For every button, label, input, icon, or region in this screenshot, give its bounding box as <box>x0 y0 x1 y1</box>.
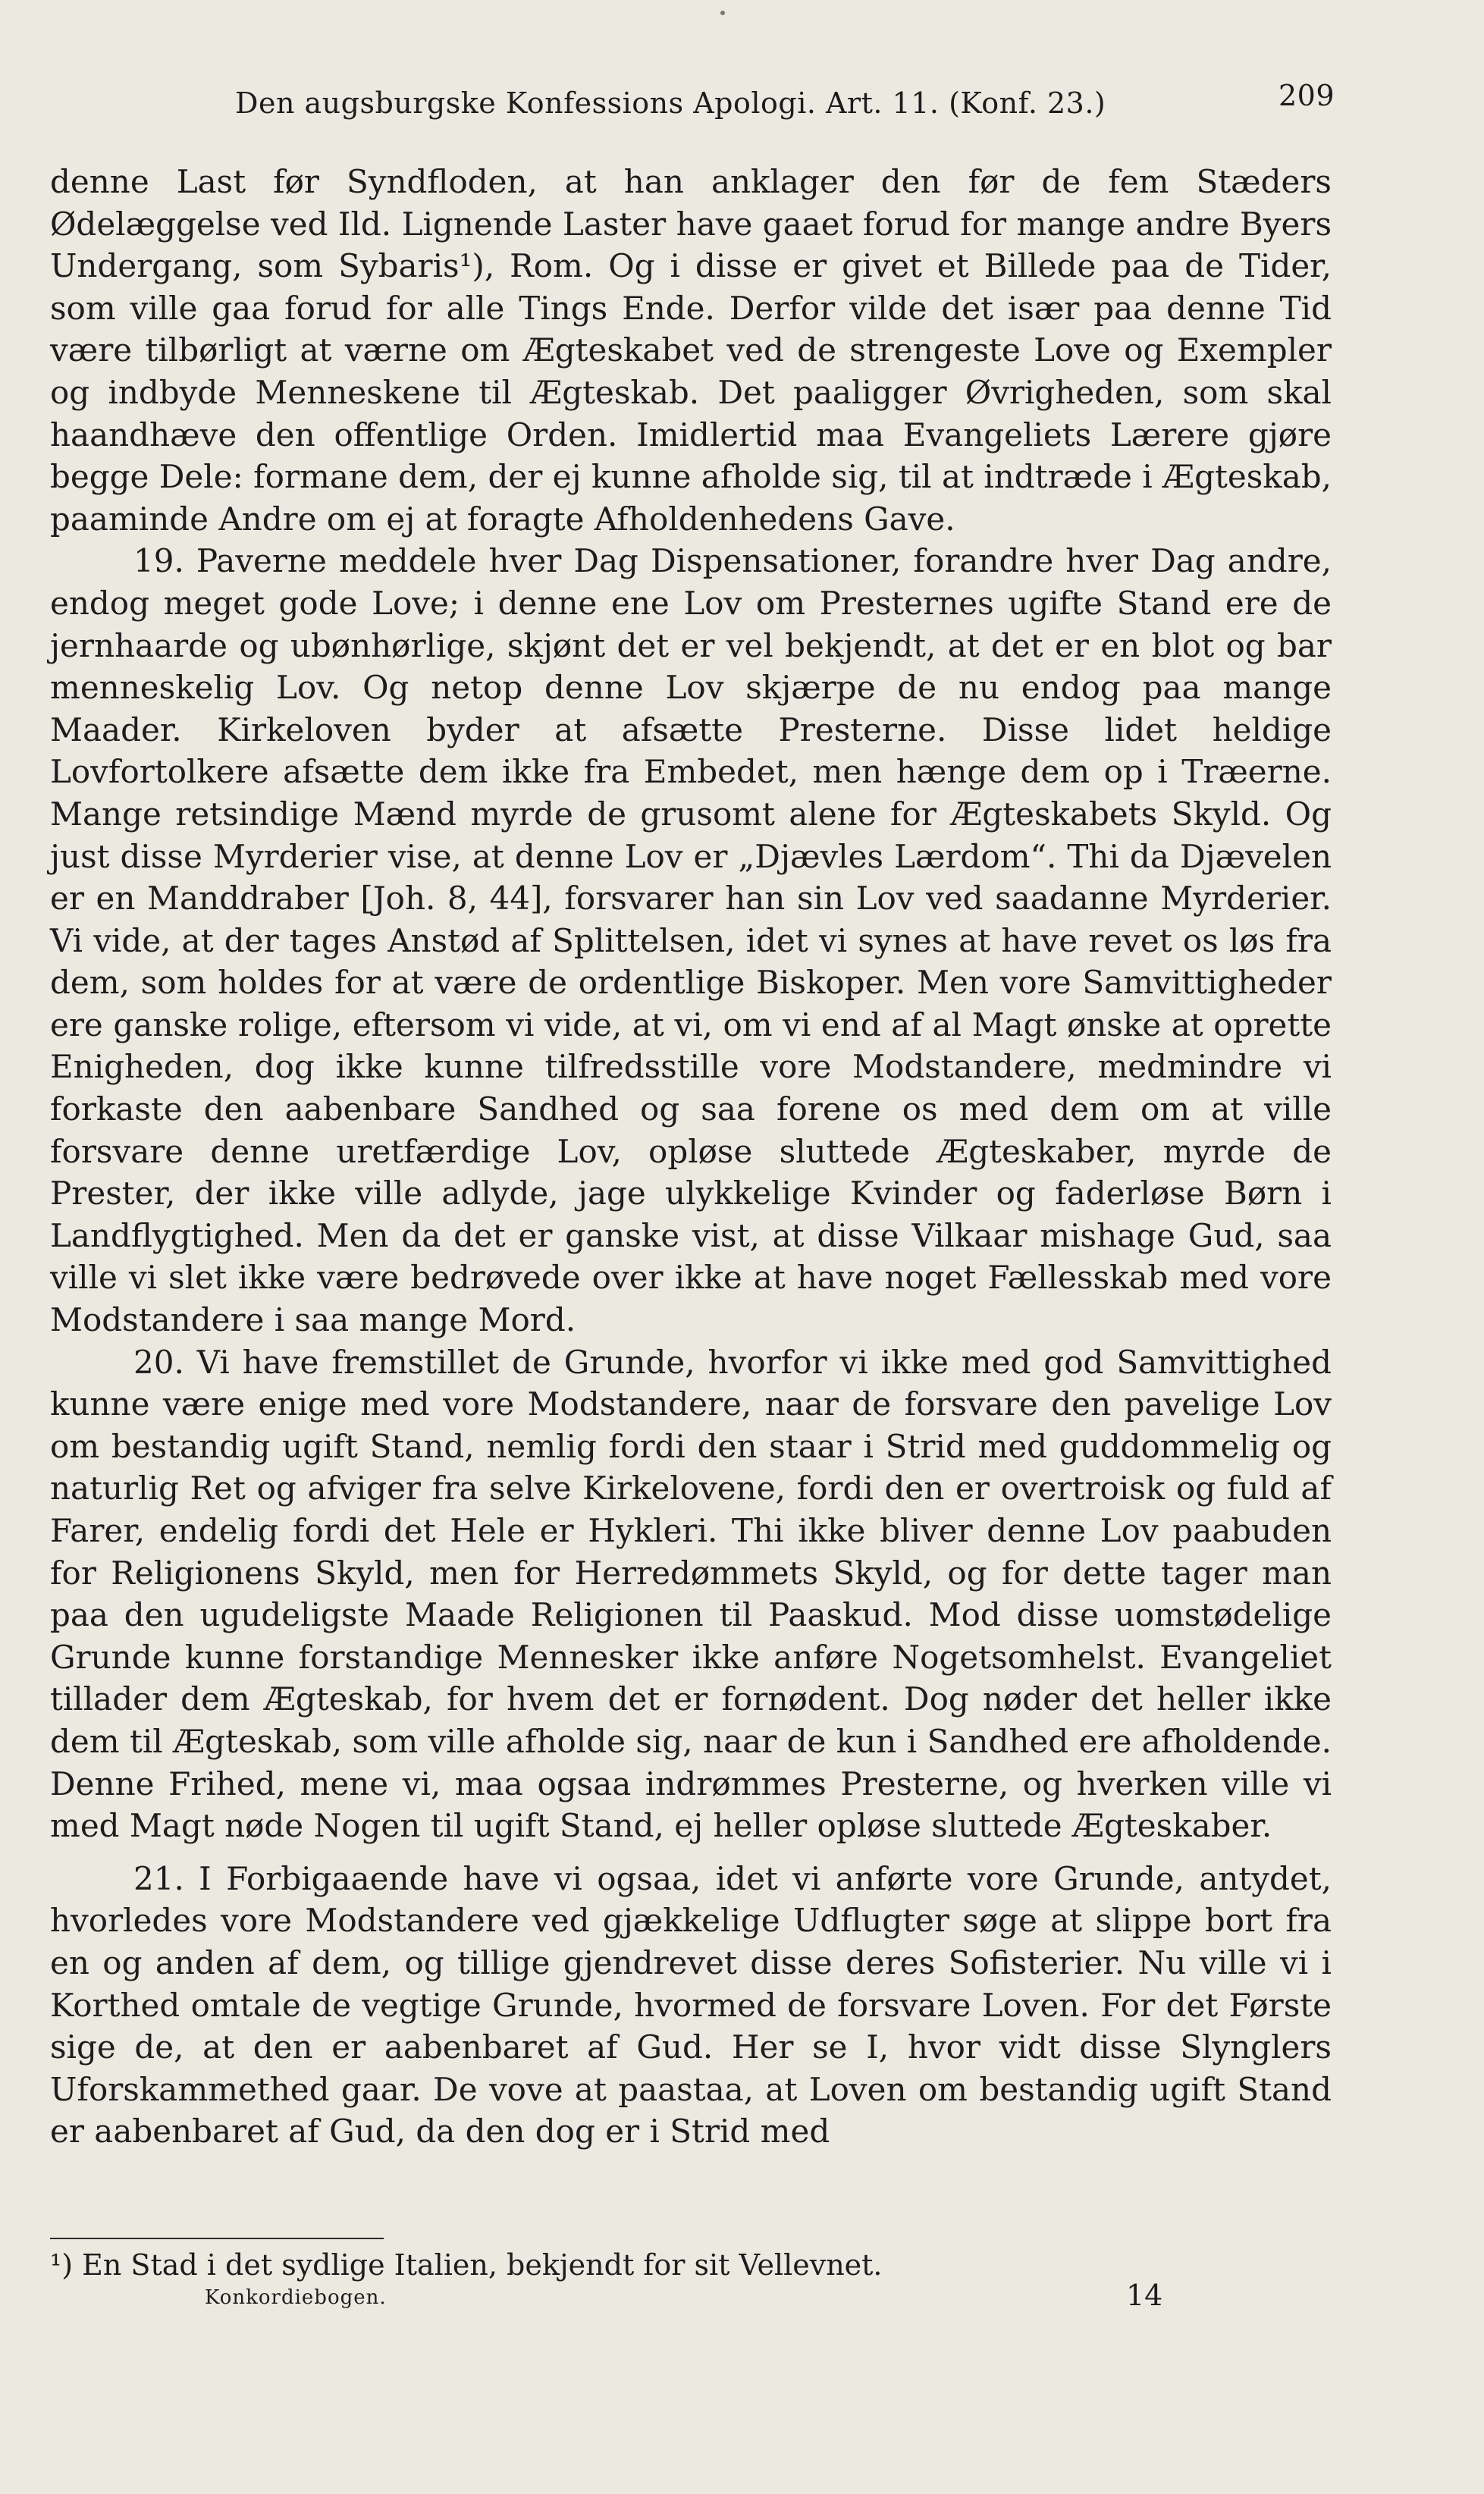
speck <box>720 11 725 15</box>
footnote-rule <box>50 2238 384 2239</box>
paragraph-20: 20. Vi have fremstillet de Grunde, hvorfor vi ikke med god Samvittighed kunne være enige med vore Modstandere, naar de forsvare den pavelige Lov om bestandig ugift Stand, nemlig fordi den staar i Strid med guddommelig og naturlig Ret og afviger fra selve Kirkelovene, fordi den er overtroisk og fuld af Farer, endelig fordi det Hele er Hykleri. Thi ikke bliver denne Lov paabuden for Religionens Skyld, men for Herredømmets Skyld, og for dette tager man paa den ugudeligste Maade Religionen til Paaskud. Mod disse uomstødelige Grunde kunne forstandige Mennesker ikke anføre Nogetsomhelst. Evangeliet tillader dem Ægteskab, for hvem det er fornødent. Dog nøder det heller ikke dem til Ægteskab, som ville afholde sig, naar de kun i Sandhed ere afholdende. Denne Frihed, mene vi, maa ogsaa indrømmes Presterne, og hverken ville vi med Magt nøde Nogen til ugift Stand, ej heller opløse sluttede Ægteskaber. <box>50 1343 1332 1845</box>
page-number: 209 <box>1278 79 1335 112</box>
running-title: Den augsburgske Konfessions Apologi. Art. 11. (Konf. 23.) <box>235 86 1106 120</box>
footnote: ¹) En Stad i det sydlige Italien, bekjendt for sit Vellevnet. <box>50 2248 883 2282</box>
paragraph-19: 19. Paverne meddele hver Dag Dispensationer, forandre hver Dag andre, endog meget gode Love; i denne ene Lov om Presternes ugifte Stand ere de jernhaarde og ubønhørlige, skjønt det er vel bekjendt, at det er en blot og bar menneskelig Lov. Og netop denne Lov skjærpe de nu endog paa mange Maader. Kirkeloven byder at afsætte Presterne. Disse lidet heldige Lovfortolkere afsætte dem ikke fra Embedet, men hænge dem op i Træerne. Mange retsindige Mænd myrde de grusomt alene for Ægteskabets Skyld. Og just disse Myrderier vise, at denne Lov er „Djævles Lærdom“. Thi da Djævelen er en Manddraber [Joh. 8, 44], forsvarer han sin Lov ved saadanne Myrderier. Vi vide, at der tages Anstød af Splittelsen, idet vi synes at have revet os løs fra dem, som holdes for at være de ordentlige Biskoper. Men vore Samvittigheder ere ganske rolige, eftersom vi vide, at vi, om vi end af al Magt ønske at oprette Enigheden, dog ikke kunne tilfredsstille vore Modstandere, medmindre vi forkaste den aabenbare Sandhed og saa forene os med dem om at ville forsvare denne uretfærdige Lov, opløse sluttede Ægteskaber, myrde de Prester, der ikke ville adlyde, jage ulykkelige Kvinder og faderløse Børn i Landflygtighed. Men da det er ganske vist, at disse Vilkaar mishage Gud, saa ville vi slet ikke være bedrøvede over ikke at have noget Fællesskab med vore Modstandere i saa mange Mord. <box>50 542 1332 1339</box>
main-text <box>50 161 1332 2153</box>
paragraph-continuation: denne Last før Syndfloden, at han anklager den før de fem Stæders Ødelæggelse ved Ild. Lignende Laster have gaaet forud for mange andre Byers Undergang, som Sybaris¹), Rom. Og i disse er givet et Billede paa de Tider, som ville gaa forud for alle Tings Ende. Derfor vilde det især paa denne Tid være tilbørligt at værne om Ægteskabet ved de strengeste Love og Exempler og indbyde Menneskene til Ægteskab. Det paaligger Øvrigheden, som skal haandhæve den offentlige Orden. Imidlertid maa Evangeliets Lærere gjøre begge Dele: formane dem, der ej kunne afholde sig, til at indtræde i Ægteskab, paaminde Andre om ej at foragte Afholdenhedens Gave. <box>50 163 1332 538</box>
paragraph-21: 21. I Forbigaaende have vi ogsaa, idet vi anførte vore Grunde, antydet, hvorledes vore Modstandere ved gjækkelige Udflugter søge at slippe bort fra en og anden af dem, og tillige gjendrevet disse deres Sofisterier. Nu ville vi i Korthed omtale de vegtige Grunde, hvormed de forsvare Loven. For det Første sige de, at den er aabenbaret af Gud. Her se I, hvor vidt disse Slynglers Uforskammethed gaar. De vove at paastaa, at Loven om bestandig ugift Stand er aabenbaret af Gud, da den dog er i Strid med <box>50 1859 1332 2150</box>
printer-signature: Konkordiebogen. <box>205 2286 387 2309</box>
sheet-number: 14 <box>1126 2279 1163 2312</box>
